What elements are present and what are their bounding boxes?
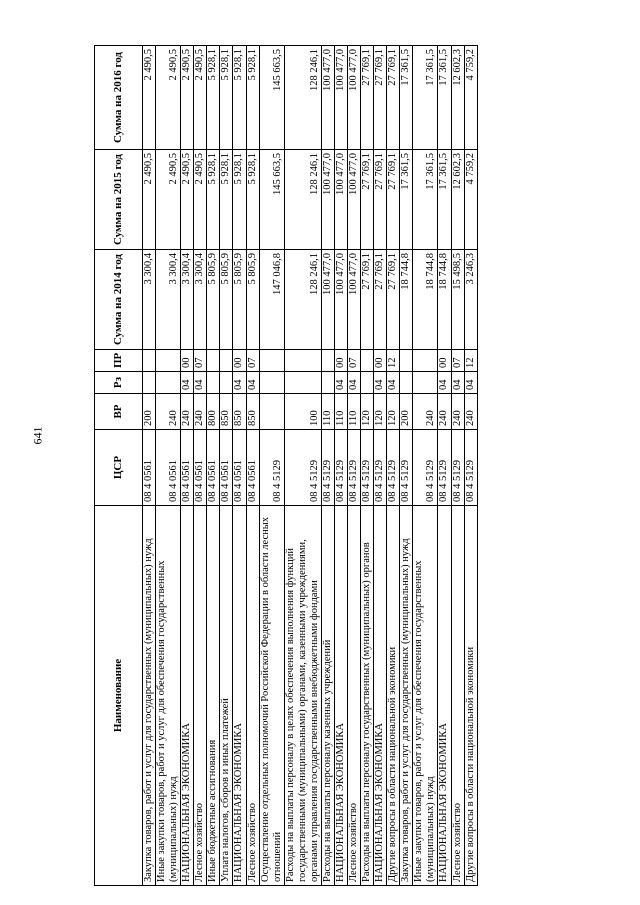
cell-vr: 120 — [374, 394, 387, 430]
cell-pr: 00 — [233, 350, 246, 372]
table-row — [400, 46, 413, 886]
page-number: 641 — [30, 426, 45, 445]
cell-pr: 00 — [334, 350, 347, 372]
cell-sum-2015: 17 361,5 — [400, 150, 413, 250]
cell-vr: 110 — [321, 394, 334, 430]
table-row — [284, 46, 321, 886]
table-row — [220, 46, 233, 886]
table-row — [194, 46, 207, 886]
cell-csr: 08 4 0561 — [220, 430, 233, 506]
cell-vr: 800 — [207, 394, 220, 430]
cell-pr: 12 — [464, 350, 477, 372]
cell-name: Иные бюджетные ассигнования — [207, 506, 220, 886]
cell-name: НАЦИОНАЛЬНАЯ ЭКОНОМИКА — [374, 506, 387, 886]
cell-sum-2015: 2 490,5 — [194, 150, 207, 250]
cell-name: Лесное хозяйство — [246, 506, 259, 886]
cell-name: Другие вопросы в области национальной экономики — [387, 506, 400, 886]
cell-pr — [220, 350, 233, 372]
cell-sum-2014: 15 498,5 — [451, 250, 464, 350]
cell-sum-2015: 2 490,5 — [143, 150, 156, 250]
cell-csr: 08 4 5129 — [464, 430, 477, 506]
cell-name: Расходы на выплаты персоналу государственных (муниципальных) органов — [361, 506, 374, 886]
cell-sum-2016: 17 361,5 — [400, 46, 413, 150]
cell-name: Другие вопросы в области национальной экономики — [464, 506, 477, 886]
cell-vr: 110 — [348, 394, 361, 430]
cell-rz — [413, 372, 438, 394]
cell-sum-2015: 5 928,1 — [246, 150, 259, 250]
cell-sum-2015: 128 246,1 — [284, 150, 321, 250]
header-name: Наименование — [95, 506, 143, 886]
cell-vr: 850 — [220, 394, 233, 430]
cell-sum-2014: 147 046,8 — [259, 250, 284, 350]
cell-sum-2016: 100 477,0 — [321, 46, 334, 150]
cell-csr: 08 4 0561 — [143, 430, 156, 506]
budget-table-container — [94, 46, 544, 886]
cell-name: НАЦИОНАЛЬНАЯ ЭКОНОМИКА — [233, 506, 246, 886]
cell-rz: 04 — [246, 372, 259, 394]
cell-vr: 240 — [451, 394, 464, 430]
cell-pr — [361, 350, 374, 372]
cell-sum-2014: 5 805,9 — [220, 250, 233, 350]
cell-csr: 08 4 0561 — [246, 430, 259, 506]
cell-vr: 240 — [194, 394, 207, 430]
cell-sum-2014: 27 769,1 — [387, 250, 400, 350]
cell-name: Лесное хозяйство — [451, 506, 464, 886]
cell-rz — [220, 372, 233, 394]
cell-csr: 08 4 5129 — [259, 430, 284, 506]
cell-sum-2016: 12 602,3 — [451, 46, 464, 150]
table-row — [207, 46, 220, 886]
table-row — [181, 46, 194, 886]
table-row — [387, 46, 400, 886]
cell-csr: 08 4 5129 — [451, 430, 464, 506]
cell-name: Расходы на выплаты персоналу в целях обеспечения выполнения функций государственными (муниципальными) органами, казенными учреждениями, органами управления государственными внебюджетными фондами — [284, 506, 321, 886]
cell-rz: 04 — [464, 372, 477, 394]
cell-sum-2014: 18 744,8 — [438, 250, 451, 350]
cell-vr: 240 — [464, 394, 477, 430]
cell-csr: 08 4 5129 — [413, 430, 438, 506]
cell-rz: 04 — [374, 372, 387, 394]
cell-sum-2016: 17 361,5 — [438, 46, 451, 150]
cell-sum-2014: 128 246,1 — [284, 250, 321, 350]
cell-rz — [259, 372, 284, 394]
cell-sum-2014: 5 805,9 — [233, 250, 246, 350]
cell-rz: 04 — [438, 372, 451, 394]
cell-name: Лесное хозяйство — [194, 506, 207, 886]
cell-vr: 240 — [181, 394, 194, 430]
cell-pr: 00 — [438, 350, 451, 372]
cell-name: НАЦИОНАЛЬНАЯ ЭКОНОМИКА — [334, 506, 347, 886]
cell-sum-2016: 27 769,1 — [374, 46, 387, 150]
cell-sum-2016: 4 759,2 — [464, 46, 477, 150]
cell-pr: 07 — [246, 350, 259, 372]
cell-sum-2016: 2 490,5 — [181, 46, 194, 150]
cell-name: Иные закупки товаров, работ и услуг для обеспечения государственных (муниципальных) нужд — [413, 506, 438, 886]
cell-rz: 04 — [181, 372, 194, 394]
cell-csr: 08 4 5129 — [400, 430, 413, 506]
cell-sum-2015: 5 928,1 — [233, 150, 246, 250]
cell-sum-2016: 5 928,1 — [207, 46, 220, 150]
cell-name: Закупка товаров, работ и услуг для государственных (муниципальных) нужд — [143, 506, 156, 886]
cell-pr: 07 — [451, 350, 464, 372]
cell-rz — [361, 372, 374, 394]
cell-rz: 04 — [451, 372, 464, 394]
cell-csr: 08 4 5129 — [284, 430, 321, 506]
cell-csr: 08 4 5129 — [361, 430, 374, 506]
cell-vr: 200 — [400, 394, 413, 430]
budget-table — [94, 45, 478, 886]
cell-csr: 08 4 5129 — [387, 430, 400, 506]
cell-pr — [413, 350, 438, 372]
cell-vr: 240 — [156, 394, 181, 430]
cell-rz — [207, 372, 220, 394]
cell-rz: 04 — [387, 372, 400, 394]
cell-sum-2014: 100 477,0 — [334, 250, 347, 350]
cell-sum-2016: 145 663,5 — [259, 46, 284, 150]
cell-name: Иные закупки товаров, работ и услуг для обеспечения государственных (муниципальных) нужд — [156, 506, 181, 886]
cell-rz — [321, 372, 334, 394]
cell-pr — [156, 350, 181, 372]
cell-sum-2014: 18 744,8 — [400, 250, 413, 350]
cell-vr: 240 — [438, 394, 451, 430]
cell-sum-2014: 27 769,1 — [361, 250, 374, 350]
cell-csr: 08 4 0561 — [181, 430, 194, 506]
table-row — [413, 46, 438, 886]
cell-vr: 850 — [233, 394, 246, 430]
table-row — [348, 46, 361, 886]
header-vr: ВР — [95, 394, 143, 430]
cell-pr — [400, 350, 413, 372]
cell-vr: 120 — [387, 394, 400, 430]
cell-rz — [400, 372, 413, 394]
cell-name: Уплата налогов, сборов и иных платежей — [220, 506, 233, 886]
table-row — [451, 46, 464, 886]
cell-csr: 08 4 5129 — [321, 430, 334, 506]
cell-sum-2014: 3 246,3 — [464, 250, 477, 350]
cell-pr — [143, 350, 156, 372]
cell-csr: 08 4 0561 — [207, 430, 220, 506]
cell-name: НАЦИОНАЛЬНАЯ ЭКОНОМИКА — [438, 506, 451, 886]
cell-csr: 08 4 0561 — [156, 430, 181, 506]
header-rz: Рз — [95, 372, 143, 394]
cell-pr — [284, 350, 321, 372]
cell-sum-2016: 100 477,0 — [334, 46, 347, 150]
header-csr: ЦСР — [95, 430, 143, 506]
cell-sum-2014: 18 744,8 — [413, 250, 438, 350]
table-header-row — [95, 46, 143, 886]
cell-sum-2015: 5 928,1 — [220, 150, 233, 250]
cell-name: Расходы на выплаты персоналу казенных учреждений — [321, 506, 334, 886]
header-sum-2014: Сумма на 2014 год — [95, 250, 143, 350]
cell-sum-2015: 17 361,5 — [438, 150, 451, 250]
cell-pr: 07 — [194, 350, 207, 372]
cell-sum-2014: 3 300,4 — [194, 250, 207, 350]
cell-sum-2014: 3 300,4 — [143, 250, 156, 350]
header-pr: ПР — [95, 350, 143, 372]
cell-sum-2014: 27 769,1 — [374, 250, 387, 350]
cell-rz — [284, 372, 321, 394]
cell-rz: 04 — [194, 372, 207, 394]
cell-sum-2015: 5 928,1 — [207, 150, 220, 250]
cell-sum-2014: 5 805,9 — [246, 250, 259, 350]
cell-sum-2015: 2 490,5 — [156, 150, 181, 250]
cell-vr: 110 — [334, 394, 347, 430]
cell-sum-2014: 100 477,0 — [348, 250, 361, 350]
cell-sum-2015: 17 361,5 — [413, 150, 438, 250]
cell-vr — [259, 394, 284, 430]
cell-sum-2016: 5 928,1 — [233, 46, 246, 150]
cell-pr: 12 — [387, 350, 400, 372]
cell-vr: 100 — [284, 394, 321, 430]
cell-pr: 00 — [374, 350, 387, 372]
cell-csr: 08 4 5129 — [374, 430, 387, 506]
cell-vr: 240 — [413, 394, 438, 430]
cell-sum-2014: 3 300,4 — [181, 250, 194, 350]
cell-sum-2016: 2 490,5 — [143, 46, 156, 150]
cell-sum-2015: 27 769,1 — [361, 150, 374, 250]
header-sum-2016: Сумма на 2016 год — [95, 46, 143, 150]
cell-sum-2014: 100 477,0 — [321, 250, 334, 350]
cell-pr — [207, 350, 220, 372]
cell-sum-2016: 2 490,5 — [156, 46, 181, 150]
cell-sum-2016: 27 769,1 — [361, 46, 374, 150]
cell-rz — [143, 372, 156, 394]
cell-sum-2014: 5 805,9 — [207, 250, 220, 350]
table-row — [156, 46, 181, 886]
cell-sum-2015: 2 490,5 — [181, 150, 194, 250]
cell-csr: 08 4 0561 — [233, 430, 246, 506]
cell-rz — [156, 372, 181, 394]
cell-sum-2016: 5 928,1 — [246, 46, 259, 150]
cell-pr: 07 — [348, 350, 361, 372]
cell-name: Лесное хозяйство — [348, 506, 361, 886]
cell-sum-2016: 17 361,5 — [413, 46, 438, 150]
cell-vr: 850 — [246, 394, 259, 430]
cell-sum-2016: 27 769,1 — [387, 46, 400, 150]
table-row — [246, 46, 259, 886]
cell-name: Закупка товаров, работ и услуг для государственных (муниципальных) нужд — [400, 506, 413, 886]
table-row — [143, 46, 156, 886]
table-row — [438, 46, 451, 886]
cell-vr: 120 — [361, 394, 374, 430]
cell-sum-2016: 128 246,1 — [284, 46, 321, 150]
table-row — [334, 46, 347, 886]
cell-pr — [321, 350, 334, 372]
cell-pr — [259, 350, 284, 372]
cell-sum-2015: 100 477,0 — [321, 150, 334, 250]
table-row — [233, 46, 246, 886]
cell-csr: 08 4 5129 — [334, 430, 347, 506]
cell-rz: 04 — [334, 372, 347, 394]
table-row — [259, 46, 284, 886]
cell-sum-2015: 27 769,1 — [387, 150, 400, 250]
cell-sum-2015: 145 663,5 — [259, 150, 284, 250]
cell-sum-2015: 100 477,0 — [334, 150, 347, 250]
table-row — [374, 46, 387, 886]
cell-name: НАЦИОНАЛЬНАЯ ЭКОНОМИКА — [181, 506, 194, 886]
cell-csr: 08 4 5129 — [348, 430, 361, 506]
cell-csr: 08 4 0561 — [194, 430, 207, 506]
cell-sum-2016: 2 490,5 — [194, 46, 207, 150]
cell-pr: 00 — [181, 350, 194, 372]
table-row — [361, 46, 374, 886]
cell-rz: 04 — [348, 372, 361, 394]
cell-sum-2015: 12 602,3 — [451, 150, 464, 250]
cell-sum-2016: 100 477,0 — [348, 46, 361, 150]
cell-sum-2016: 5 928,1 — [220, 46, 233, 150]
cell-sum-2015: 4 759,2 — [464, 150, 477, 250]
cell-vr: 200 — [143, 394, 156, 430]
cell-rz: 04 — [233, 372, 246, 394]
table-body — [143, 46, 478, 886]
header-sum-2015: Сумма на 2015 год — [95, 150, 143, 250]
table-row — [464, 46, 477, 886]
cell-name: Осуществление отдельных полномочий Российской Федерации в области лесных отношений — [259, 506, 284, 886]
cell-sum-2014: 3 300,4 — [156, 250, 181, 350]
cell-sum-2015: 27 769,1 — [374, 150, 387, 250]
table-row — [321, 46, 334, 886]
cell-sum-2015: 100 477,0 — [348, 150, 361, 250]
cell-csr: 08 4 5129 — [438, 430, 451, 506]
